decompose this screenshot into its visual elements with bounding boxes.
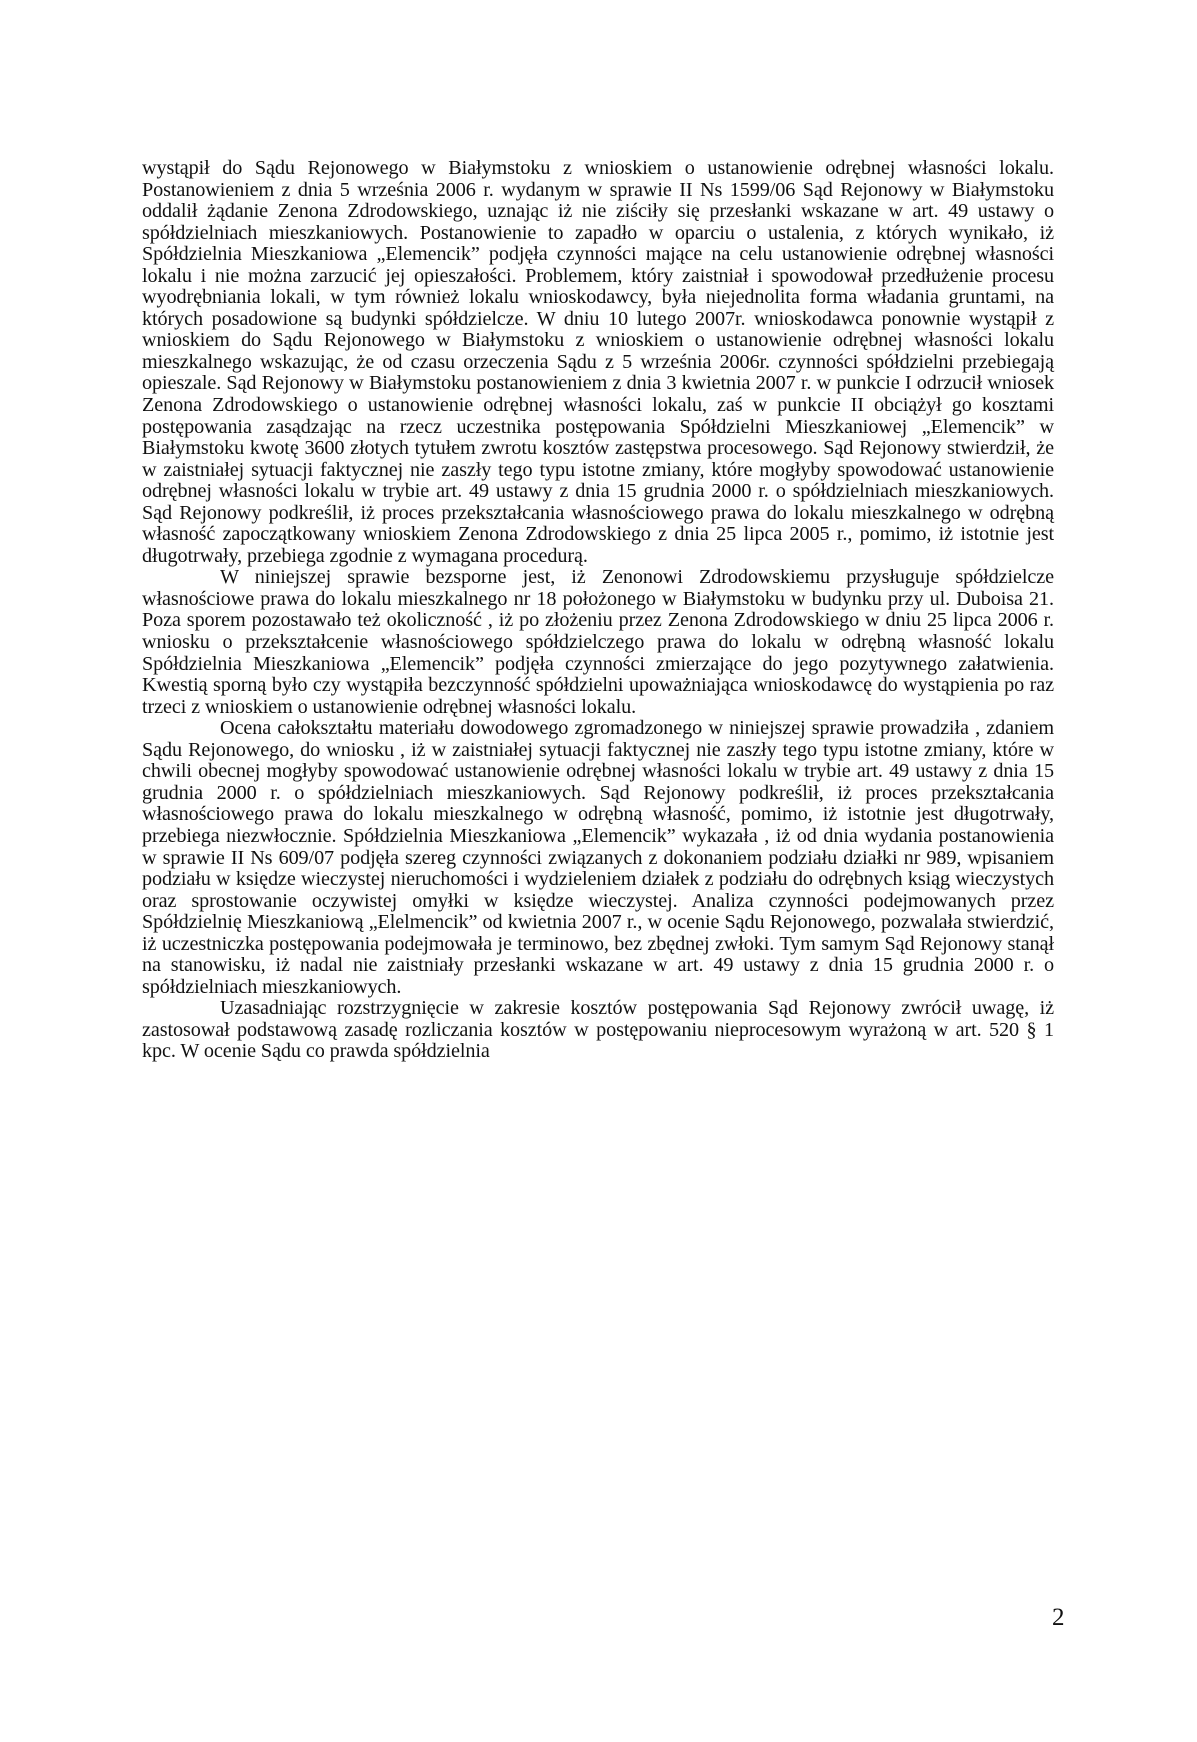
paragraph-2: W niniejszej sprawie bezsporne jest, iż Zenonowi Zdrodowskiemu przysługuje spółdzielcze własnościowe prawa do lokalu mieszkalnego nr 18 położonego w Białymstoku w budynku przy ul. Duboisa 21. Poza sporem pozostawało też okoliczność , iż po złożeniu przez Zenona Zdrodowskiego w dniu 25 lipca 2006 r. wniosku o przekształcenie własnościowego spółdzielczego prawa do lokalu w odrębną własność lokalu Spółdzielnia Mieszkaniowa „Elemencik” podjęła czynności zmierzające do jego pozytywnego załatwienia. Kwestią sporną było czy wystąpiła bezczynność spółdzielni upoważniająca wnioskodawcę do wystąpienia po raz trzeci z wnioskiem o ustanowienie odrębnej własności lokalu. [142,566,1054,718]
paragraph-4: Uzasadniając rozstrzygnięcie w zakresie kosztów postępowania Sąd Rejonowy zwrócił uwagę, iż zastosował podstawową zasadę rozliczania kosztów w postępowaniu nieprocesowym wyrażoną w art. 520 § 1 kpc. W ocenie Sądu co prawda spółdzielnia [142,997,1054,1063]
paragraph-1: wystąpił do Sądu Rejonowego w Białymstoku z wnioskiem o ustanowienie odrębnej własności lokalu. Postanowieniem z dnia 5 września 2006 r. wydanym w sprawie II Ns 1599/06 Sąd Rejonowy w Białymstoku oddalił żądanie Zenona Zdrodowskiego, uznając iż nie ziściły się przesłanki wskazane w art. 49 ustawy o spółdzielniach mieszkaniowych. Postanowienie to zapadło w oparciu o ustalenia, z których wynikało, iż Spółdzielnia Mieszkaniowa „Elemencik” podjęła czynności mające na celu ustanowienie odrębnej własności lokalu i nie można zarzucić jej opieszałości. Problemem, który zaistniał i spowodował przedłużenie procesu wyodrębniania lokali, w tym również lokalu wnioskodawcy, była niejednolita forma władania gruntami, na których posadowione są budynki spółdzielcze. W dniu 10 lutego 2007r. wnioskodawca ponownie wystąpił z wnioskiem do Sądu Rejonowego w Białymstoku z wnioskiem o ustanowienie odrębnej własności lokalu mieszkalnego wskazując, że od czasu orzeczenia Sądu z 5 września 2006r. czynności spółdzielni przebiegają opieszale. Sąd Rejonowy w Białymstoku postanowieniem z dnia 3 kwietnia 2007 r. w punkcie I odrzucił wniosek Zenona Zdrodowskiego o ustanowienie odrębnej własności lokalu, zaś w punkcie II obciążył go kosztami postępowania zasądzając na rzecz uczestnika postępowania Spółdzielni Mieszkaniowej „Elemencik” w Białymstoku kwotę 3600 złotych tytułem zwrotu kosztów zastępstwa procesowego. Sąd Rejonowy stwierdził, że w zaistniałej sytuacji faktycznej nie zaszły tego typu istotne zmiany, które mogłyby spowodować ustanowienie odrębnej własności lokalu w trybie art. 49 ustawy z dnia 15 grudnia 2000 r. o spółdzielniach mieszkaniowych. Sąd Rejonowy podkreślił, iż proces przekształcania własnościowego prawa do lokalu mieszkalnego w odrębną własność zapoczątkowany wnioskiem Zenona Zdrodowskiego z dnia 25 lipca 2005 r., pomimo, iż istotnie jest długotrwały, przebiega zgodnie z wymagana procedurą. [142,157,1054,567]
page-number: 2 [1052,1604,1065,1631]
paragraph-3: Ocena całokształtu materiału dowodowego zgromadzonego w niniejszej sprawie prowadziła , zdaniem Sądu Rejonowego, do wniosku , iż w zaistniałej sytuacji faktycznej nie zaszły tego typu istotne zmiany, które w chwili obecnej mogłyby spowodować ustanowienie odrębnej własności lokalu w trybie art. 49 ustawy z dnia 15 grudnia 2000 r. o spółdzielniach mieszkaniowych. Sąd Rejonowy podkreślił, iż proces przekształcania własnościowego prawa do lokalu mieszkalnego w odrębną własność, pomimo, iż istotnie jest długotrwały, przebiega niezwłocznie. Spółdzielnia Mieszkaniowa „Elemencik” wykazała , iż od dnia wydania postanowienia w sprawie II Ns 609/07 podjęła szereg czynności związanych z dokonaniem podziału działki nr 989, wpisaniem podziału w księdze wieczystej nieruchomości i wydzieleniem działek z podziału do odrębnych ksiąg wieczystych oraz sprostowanie oczywistej omyłki w księdze wieczystej. Analiza czynności podejmowanych przez Spółdzielnię Mieszkaniową „Elelmencik” od kwietnia 2007 r., w ocenie Sądu Rejonowego, pozwalała stwierdzić, iż uczestniczka postępowania podejmowała je terminowo, bez zbędnej zwłoki. Tym samym Sąd Rejonowy stanął na stanowisku, iż nadal nie zaistniały przesłanki wskazane w art. 49 ustawy z dnia 15 grudnia 2000 r. o spółdzielniach mieszkaniowych. [142,717,1054,998]
body-text [142,158,1054,1063]
